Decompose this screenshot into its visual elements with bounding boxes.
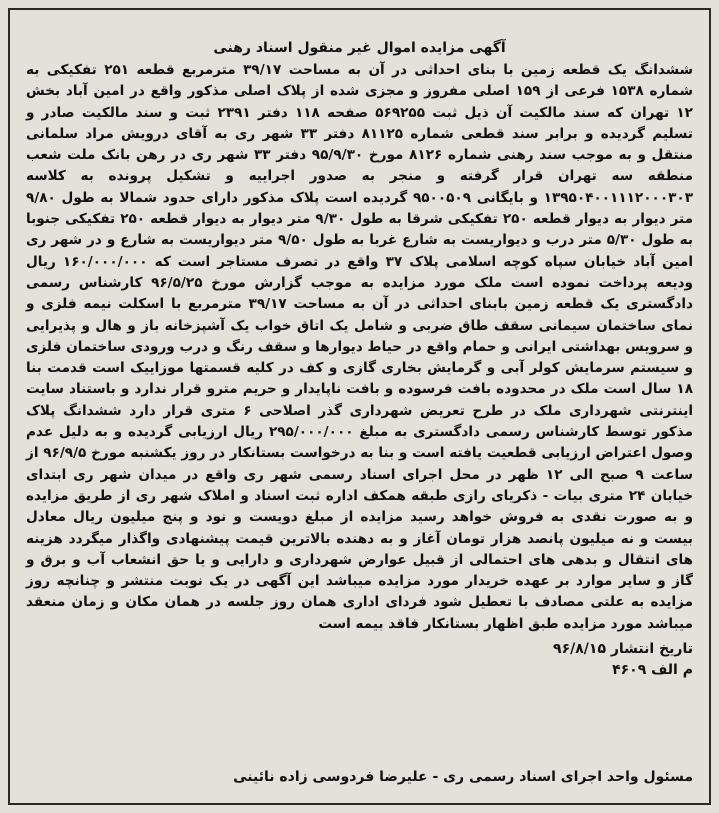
notice-title: آگهی مزایده اموال غیر منقول اسناد رهنی: [213, 40, 506, 56]
publish-date: تاریخ انتشار ۹۶/۸/۱۵: [553, 641, 693, 658]
notice-body: ششدانگ یک قطعه زمین با بنای احداثی در آن به مساحت ۳۹/۱۷ مترمربع قطعه ۲۵۱ تفکیکی به شماره ۱۵۳۸ فرعی از ۱۵۹ اصلی مفروز و مجزی شده از پلاک اصلی مذکور واقع در امین آباد بخش ۱۲ تهران که سند مالکیت آن ذیل ثبت ۵۶۹۲۵۵ صفحه ۱۱۸ دفتر ۲۳۹۱ ثبت و سند مالکیت صادر و تسلیم گردیده و برابر سند قطعی شماره ۸۱۱۲۵ دفتر ۳۳ شهر ری به آقای درویش مراد سلمانی منتقل و به موجب سند رهنی شماره ۸۱۲۶ مورخ ۹۵/۹/۳۰ دفتر ۳۳ شهر ری در رهن بانک ملت شعب منطقه سه تهران قرار گرفته و منجر به صدور اجراییه و تشکیل پرونده به کلاسه ۱۳۹۵۰۴۰۰۱۱۱۲۰۰۰۳۰۳ و بایگانی ۹۵۰۰۵۰۹ گردیده است پلاک مذکور دارای حدود شمالا به طول ۹/۸۰ متر دیوار به دیوار قطعه ۲۵۰ تفکیکی شرقا به طول ۹/۳۰ متر دیوار به دیوار قطعه ۲۵۰ تفکیکی جنوبا به طول ۵/۳۰ متر درب و دیواریست به شارع غربا به طول ۹/۵۰ متر دیواریست به شارع و در شهر ری امین آباد خیابان سپاه کوچه اسلامی پلاک ۳۷ واقع در تصرف مستاجر است که ۱۶۰/۰۰۰/۰۰۰ ریال ودیعه پرداخت نموده است ملک مورد مزایده به موجب گزارش مورخ ۹۶/۵/۲۵ کارشناس رسمی دادگستری یک قطعه زمین بابنای احداثی در آن به مساحت ۳۹/۱۷ مترمربع با اسکلت نیمه فلزی و نمای ساختمان سیمانی سقف طاق ضربی و شامل یک اتاق خواب یک آشپزخانه باز و هال و پذیرایی و سرویس بهداشتی ایرانی و حمام واقع در حیاط دیوارها و سقف رنگ و درب ورودی ساختمان فلزی و سیستم سرمایش کولر آبی و گرمایش بخاری گازی و کف در کلیه قسمتها موزاییک است قدمت بنا ۱۸ سال است ملک در محدوده بافت فرسوده و بافت ناپایدار و حریم مترو قرار ندارد و باستناد سایت اینترنتی شهرداری ملک در طرح تعریض شهرداری گذر اصلاحی ۶ متری قرار دارد ششدانگ پلاک مذکور توسط کارشناس رسمی دادگستری به مبلغ ۲۹۵/۰۰۰/۰۰۰ ریال ارزیابی گردیده و به دلیل عدم وصول اعتراض ارزیابی قطعیت یافته است و بنا به درخواست بستانکار در روز یکشنبه مورخ ۹۶/۹/۵ از ساعت ۹ صبح الی ۱۲ ظهر در محل اجرای اسناد رسمی شهر ری واقع در میدان شهر ری ابتدای خیابان ۲۴ متری بیات - ذکریای رازی طبقه همکف اداره ثبت اسناد و املاک شهر ری از طریق مزایده و به صورت نقدی به فروش خواهد رسید مزایده از مبلغ دویست و نود و پنج میلیون ریال معادل بیست و نه میلیون پانصد هزار تومان آغاز و به دهنده بالاترین قیمت پیشنهادی واگذار میگردد هزینه های انتقال و بدهی های احتمالی از قبیل عوارض شهرداری و دارایی و یا حق انشعاب آب و برق و گاز و سایر موارد بر عهده خریدار مورد مزایده میباشد این آگهی در یک نوبت منتشر و چنانچه روز مزایده به علتی مصادف با تعطیل شود فردای اداری همان روز جلسه در همان مکان و زمان منعقد میباشد مورد مزایده طبق اظهار بستانکار فاقد بیمه است: [26, 62, 694, 632]
signature-line: مسئول واحد اجرای اسناد رسمی ری - علیرضا فردوسی زاده نائینی: [233, 769, 693, 785]
notice-meta: [26, 639, 693, 681]
notice-frame: [8, 8, 711, 805]
reference-code: م الف ۴۶۰۹: [612, 662, 693, 679]
